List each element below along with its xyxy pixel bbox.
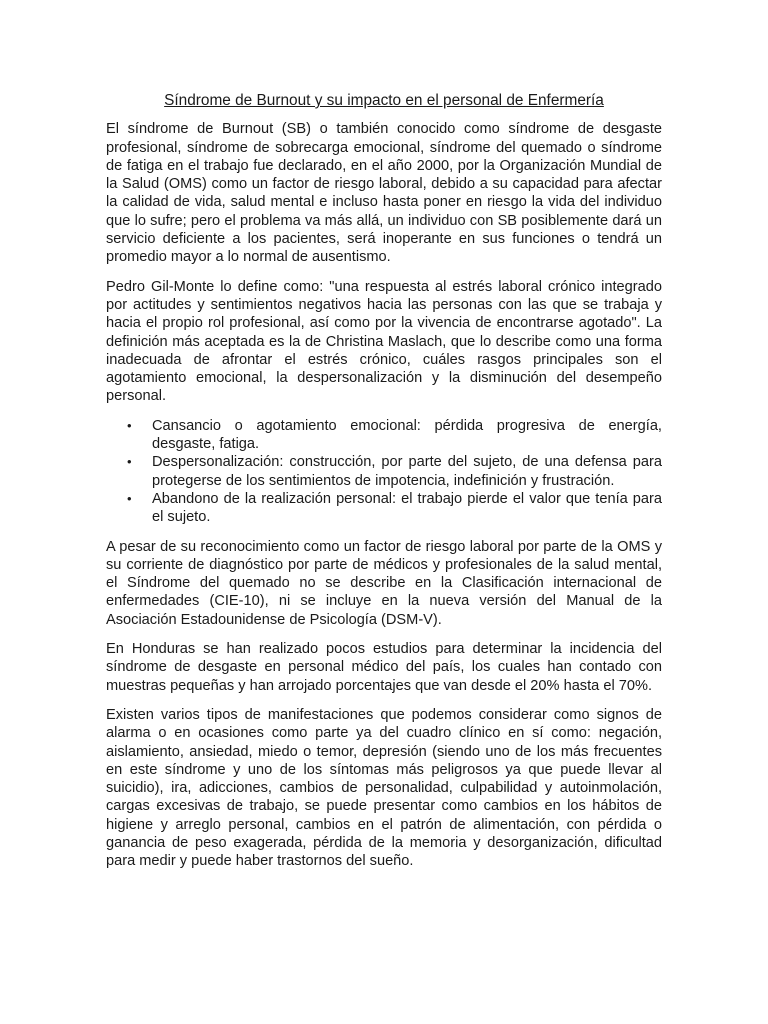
paragraph-definition: Pedro Gil-Monte lo define como: "una respuesta al estrés laboral crónico integrado por actitudes y sentimientos negativos hacia las personas con las que se trabaja y hacia el propio rol profesional, así como por la vivencia de encontrarse agotado". La definición más aceptada es la de Christina Maslach, que lo describe como una forma inadecuada de afrontar el estrés crónico, cuáles rasgos principales son el agotamiento emocional, la despersonalización y la disminución del desempeño personal. [106, 278, 662, 405]
list-item [127, 453, 662, 490]
paragraph-intro: El síndrome de Burnout (SB) o también conocido como síndrome de desgaste profesional, síndrome de sobrecarga emocional, síndrome del quemado o síndrome de fatiga en el trabajo fue declarado, en el año 2000, por la Organización Mundial de la Salud (OMS) como un factor de riesgo laboral, debido a su capacidad para afectar la calidad de vida, salud mental e incluso hasta poner en riesgo la vida del individuo que lo sufre; pero el problema va más allá, un individuo con SB posiblemente dará un servicio deficiente a los pacientes, será inoperante en sus funciones o tendrá un promedio mayor a lo normal de ausentismo. [106, 121, 662, 266]
bullet-icon: • [127, 490, 132, 506]
symptom-list [106, 417, 662, 527]
paragraph-manifestations: Existen varios tipos de manifestaciones que podemos considerar como signos de alarma o en ocasiones como parte ya del cuadro clínico en sí como: negación, aislamiento, ansiedad, miedo o temor, depresión (siendo uno de los más frecuentes en este síndrome y uno de los síntomas más peligrosos ya que puede llevar al suicidio), ira, adicciones, cambios de personalidad, culpabilidad y autoinmolación, cargas excesivas de trabajo, se puede presentar como cambios en los hábitos de higiene y arreglo personal, cambios en el patrón de alimentación, con pérdida o ganancia de peso exagerada, pérdida de la memoria y desorganización, dificultad para medir y puede haber trastornos del sueño. [106, 706, 662, 870]
bullet-icon: • [127, 454, 132, 470]
bullet-icon: • [127, 417, 132, 433]
document-title: Síndrome de Burnout y su impacto en el personal de Enfermería [164, 92, 604, 109]
list-item-text: Cansancio o agotamiento emocional: pérdida progresiva de energía, desgaste, fatiga. [152, 417, 662, 453]
list-item-text: Abandono de la realización personal: el trabajo pierde el valor que tenía para el sujeto. [152, 490, 662, 526]
list-item-text: Despersonalización: construcción, por parte del sujeto, de una defensa para protegerse de los sentimientos de impotencia, indefinición y frustración. [152, 454, 662, 489]
list-item [127, 417, 662, 454]
list-item [127, 490, 662, 527]
paragraph-classification: A pesar de su reconocimiento como un factor de riesgo laboral por parte de la OMS y su corriente de diagnóstico por parte de médicos y profesionales de la salud mental, el Síndrome del quemado no se describe en la Clasificación internacional de enfermedades (CIE-10), ni se incluye en la nueva versión del Manual de la Asociación Estadounidense de Psicología (DSM-V). [106, 538, 662, 628]
document-page [106, 92, 662, 882]
paragraph-honduras: En Honduras se han realizado pocos estudios para determinar la incidencia del síndrome de desgaste en personal médico del país, los cuales han contado con muestras pequeñas y han arrojado porcentajes que van desde el 20% hasta el 70%. [106, 641, 662, 694]
